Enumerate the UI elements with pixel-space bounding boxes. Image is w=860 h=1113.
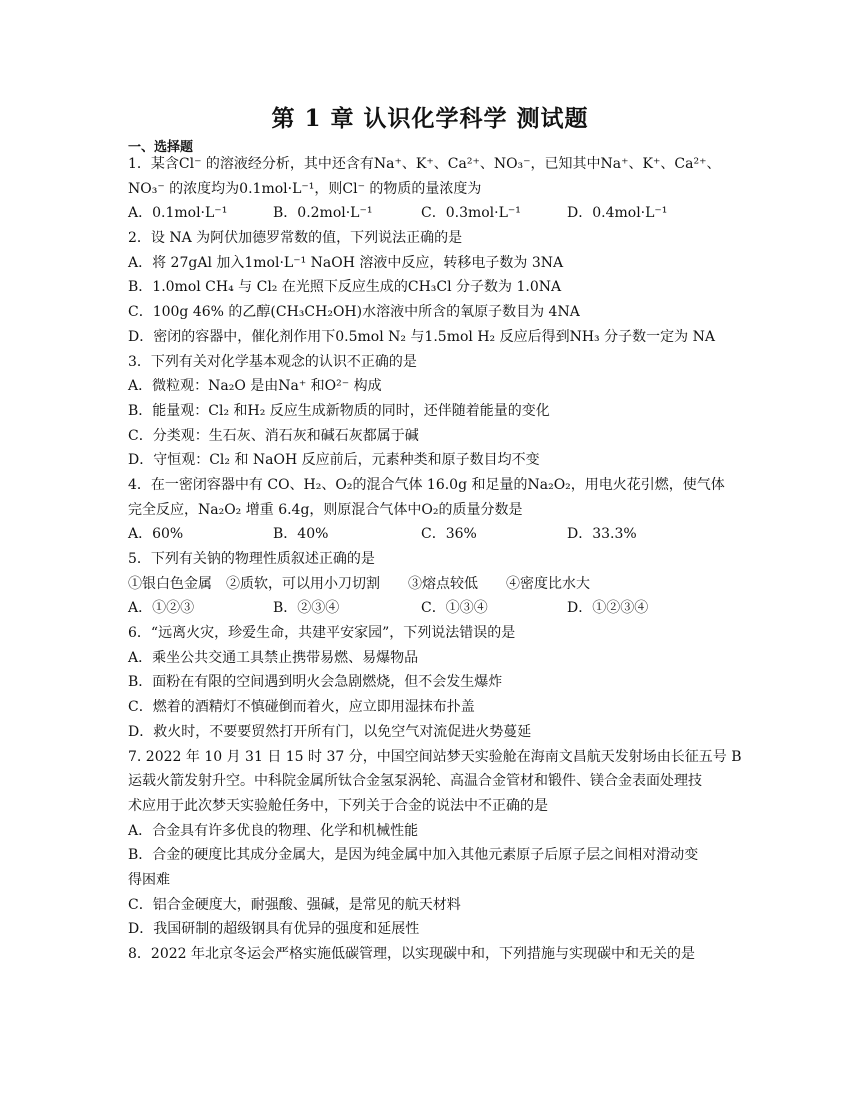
question-6-option-c: C．燃着的酒精灯不慎碰倒而着火，应立即用湿抹布扑盖 xyxy=(128,699,475,716)
question-2-option-b: B．1.0mol CH₄ 与 Cl₂ 在光照下反应生成的CH₃Cl 分子数为 1.0NA xyxy=(128,279,562,296)
question-7-option-b-line-2: 得困难 xyxy=(128,871,170,888)
option-d: D．0.4mol·L⁻¹ xyxy=(567,205,668,222)
question-5-options xyxy=(128,596,743,621)
option-b: B．0.2mol·L⁻¹ xyxy=(273,205,373,222)
question-3-option-d: D．守恒观：Cl₂ 和 NaOH 反应前后，元素种类和原子数目均不变 xyxy=(128,452,540,469)
question-7-line-1: 7. 2022 年 10 月 31 日 15 时 37 分，中国空间站梦天实验舱在海南文昌航天发射场由长征五号 B xyxy=(128,748,742,765)
question-2-option-c: C．100g 46% 的乙醇(CH₃CH₂OH)水溶液中所含的氧原子数目为 4NA xyxy=(128,304,580,321)
question-3-option-a: A．微粒观：Na₂O 是由Na⁺ 和O²⁻ 构成 xyxy=(128,378,382,395)
question-4-options xyxy=(128,522,743,547)
option-b: B．②③④ xyxy=(273,600,340,617)
question-6-stem: 6．“远离火灾，珍爱生命，共建平安家园”，下列说法错误的是 xyxy=(128,625,516,642)
option-c: C．0.3mol·L⁻¹ xyxy=(421,205,521,222)
question-1-options xyxy=(128,201,743,226)
question-7-option-a: A．合金具有许多优良的物理、化学和机械性能 xyxy=(128,822,419,839)
question-4-line-2: 完全反应，Na₂O₂ 增重 6.4g，则原混合气体中O₂的质量分数是 xyxy=(128,501,523,518)
question-6-option-d: D．救火时，不要要贸然打开所有门，以免空气对流促进火势蔓延 xyxy=(128,723,532,740)
question-2-stem: 2．设 NA 为阿伏加德罗常数的值，下列说法正确的是 xyxy=(128,230,463,247)
question-3-stem: 3．下列有关对化学基本观念的认识不正确的是 xyxy=(128,353,417,370)
question-2-option-d: D．密闭的容器中，催化剂作用下0.5mol N₂ 与1.5mol H₂ 反应后得到NH₃ 分子数一定为 NA xyxy=(128,328,715,345)
question-6-option-a: A．乘坐公共交通工具禁止携带易燃、易爆物品 xyxy=(128,649,419,666)
option-a: A．0.1mol·L⁻¹ xyxy=(128,205,228,222)
question-5-stem: 5．下列有关钠的物理性质叙述正确的是 xyxy=(128,551,375,567)
question-3-option-c: C．分类观：生石灰、消石灰和碱石灰都属于碱 xyxy=(128,427,419,444)
question-8-stem: 8．2022 年北京冬运会严格实施低碳管理，以实现碳中和，下列措施与实现碳中和无关的是 xyxy=(128,946,695,962)
question-7-option-c: C．铝合金硬度大，耐强酸、强碱，是常见的航天材料 xyxy=(128,896,461,913)
page-title: 第 1 章 认识化学科学 测试题 xyxy=(271,105,589,132)
option-d: D．①②③④ xyxy=(567,600,649,617)
question-4-line-1: 4．在一密闭容器中有 CO、H₂、O₂的混合气体 16.0g 和足量的Na₂O₂，用电火花引燃，使气体 xyxy=(128,476,725,493)
question-list xyxy=(128,152,743,967)
question-1-line-2: NO₃⁻ 的浓度均为0.1mol·L⁻¹，则Cl⁻ 的物质的量浓度为 xyxy=(128,180,482,197)
question-2-option-a: A．将 27gAl 加入1mol·L⁻¹ NaOH 溶液中反应，转移电子数为 3NA xyxy=(128,254,564,271)
question-7-option-d: D．我国研制的超级钢具有优异的强度和延展性 xyxy=(128,921,420,938)
question-5-properties: ①银白色金属 ②质软，可以用小刀切割 ③熔点较低 ④密度比水大 xyxy=(128,575,590,592)
question-7-line-3: 术应用于此次梦天实验舱任务中，下列关于合金的说法中不正确的是 xyxy=(128,797,548,814)
question-7-line-2: 运载火箭发射升空。中科院金属所钛合金氢泵涡轮、高温合金管材和锻件、镁合金表面处理技 xyxy=(128,773,702,790)
section-heading: 一、选择题 xyxy=(128,140,194,155)
option-c: C．①③④ xyxy=(421,600,488,617)
option-a: A．①②③ xyxy=(128,600,195,617)
option-d: D．33.3% xyxy=(567,526,637,543)
option-c: C．36% xyxy=(421,526,477,543)
question-6-option-b: B．面粉在有限的空间遇到明火会急剧燃烧，但不会发生爆炸 xyxy=(128,674,503,691)
option-b: B．40% xyxy=(273,526,329,543)
question-7-option-b-line-1: B．合金的硬度比其成分金属大，是因为纯金属中加入其他元素原子后原子层之间相对滑动变 xyxy=(128,847,699,864)
option-a: A．60% xyxy=(128,526,184,543)
question-1-line-1: 1．某含Cl⁻ 的溶液经分析，其中还含有Na⁺、K⁺、Ca²⁺、NO₃⁻，已知其中Na⁺、K⁺、Ca²⁺、 xyxy=(128,156,721,172)
question-3-option-b: B．能量观：Cl₂ 和H₂ 反应生成新物质的同时，还伴随着能量的变化 xyxy=(128,402,550,419)
